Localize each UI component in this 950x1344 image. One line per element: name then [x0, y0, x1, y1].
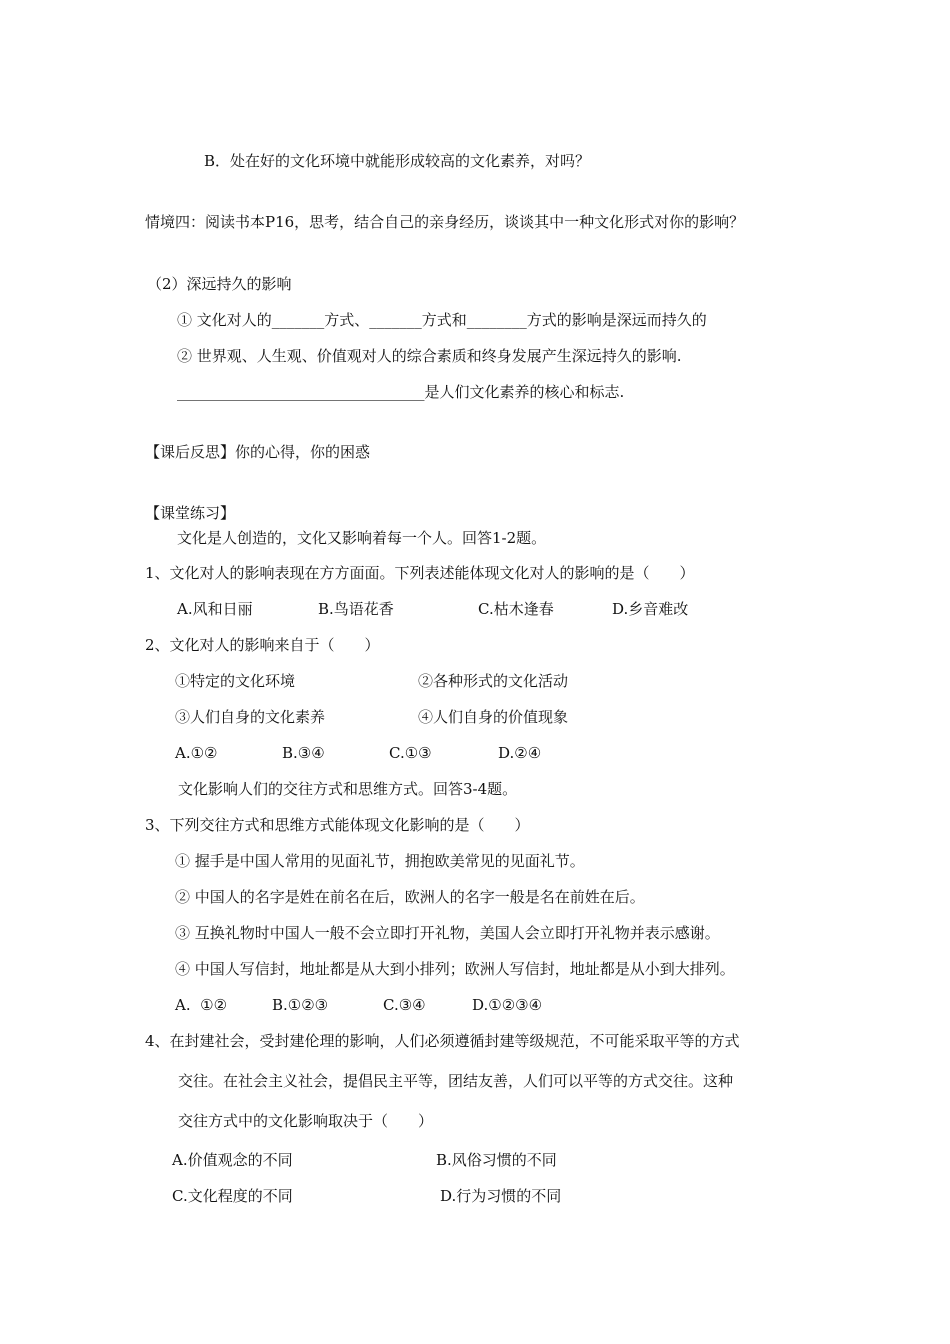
statement-item-2: ② 世界观、人生观、价值观对人的综合素质和终身发展产生深远持久的影响.: [177, 347, 682, 365]
q3-item-2: ② 中国人的名字是姓在前名在后，欧洲人的名字一般是名在前姓在后。: [175, 888, 645, 906]
q4-option-c: C.文化程度的不同: [172, 1187, 293, 1205]
q4-option-d: D.行为习惯的不同: [440, 1187, 562, 1205]
q3-item-3: ③ 互换礼物时中国人一般不会立即打开礼物，美国人会立即打开礼物并表示感谢。: [175, 924, 720, 942]
question-4-line-3: 交往方式中的文化影响取决于（ ）: [178, 1112, 434, 1130]
q2-item-2: ②各种形式的文化活动: [418, 672, 569, 690]
q4-option-a: A.价值观念的不同: [172, 1151, 293, 1169]
q1-option-b: B.鸟语花香: [318, 600, 394, 618]
scenario-four-text: 情境四：阅读书本P16，思考，结合自己的亲身经历，谈谈其中一种文化形式对你的影响？: [145, 213, 745, 231]
q3-option-c: C.③④: [383, 996, 426, 1014]
question-b-text: B．处在好的文化环境中就能形成较高的文化素养，对吗？: [204, 152, 591, 170]
q2-option-d: D.②④: [498, 744, 542, 762]
practice-intro-1: 文化是人创造的，文化又影响着每一个人。回答1-2题。: [177, 529, 547, 547]
q2-item-3: ③人们自身的文化素养: [175, 708, 326, 726]
q2-item-4: ④人们自身的价值现象: [418, 708, 569, 726]
question-2: 2、文化对人的影响来自于（ ）: [145, 636, 380, 654]
question-3: 3、下列交往方式和思维方式能体现文化影响的是（ ）: [145, 816, 530, 834]
q3-option-d: D.①②③④: [472, 996, 543, 1014]
practice-heading: 【课堂练习】: [145, 504, 236, 522]
practice-intro-2: 文化影响人们的交往方式和思维方式。回答3-4题。: [178, 780, 518, 798]
q1-option-d: D.乡音难改: [612, 600, 689, 618]
question-4-line-2: 交往。在社会主义社会，提倡民主平等，团结友善，人们可以平等的方式交往。这种: [178, 1072, 734, 1090]
q2-option-b: B.③④: [282, 744, 325, 762]
question-4-line-1: 4、在封建社会，受封建伦理的影响，人们必须遵循封建等级规范，不可能采取平等的方式: [145, 1032, 740, 1050]
fill-blank-core: _________________________________是人们文化素养的核心和标志.: [177, 383, 625, 401]
q3-item-1: ① 握手是中国人常用的见面礼节，拥抱欧美常见的见面礼节。: [175, 852, 585, 870]
reflection-heading: 【课后反思】你的心得，你的困惑: [145, 443, 371, 461]
q3-item-4: ④ 中国人写信封，地址都是从大到小排列；欧洲人写信封，地址都是从小到大排列。: [175, 960, 735, 978]
section-heading-lasting: （2）深远持久的影响: [147, 275, 292, 293]
q3-option-a: A. ①②: [175, 996, 228, 1014]
q2-option-a: A.①②: [175, 744, 218, 762]
fill-blank-item-1: ① 文化对人的_______方式、_______方式和________方式的影响是深远而持久的: [177, 311, 707, 329]
q1-option-a: A.风和日丽: [177, 600, 253, 618]
q3-option-b: B.①②③: [272, 996, 329, 1014]
question-1: 1、文化对人的影响表现在方方面面。下列表述能体现文化对人的影响的是（ ）: [145, 564, 695, 582]
q2-item-1: ①特定的文化环境: [175, 672, 296, 690]
q1-option-c: C.枯木逢春: [478, 600, 554, 618]
q2-option-c: C.①③: [389, 744, 432, 762]
q4-option-b: B.风俗习惯的不同: [436, 1151, 557, 1169]
